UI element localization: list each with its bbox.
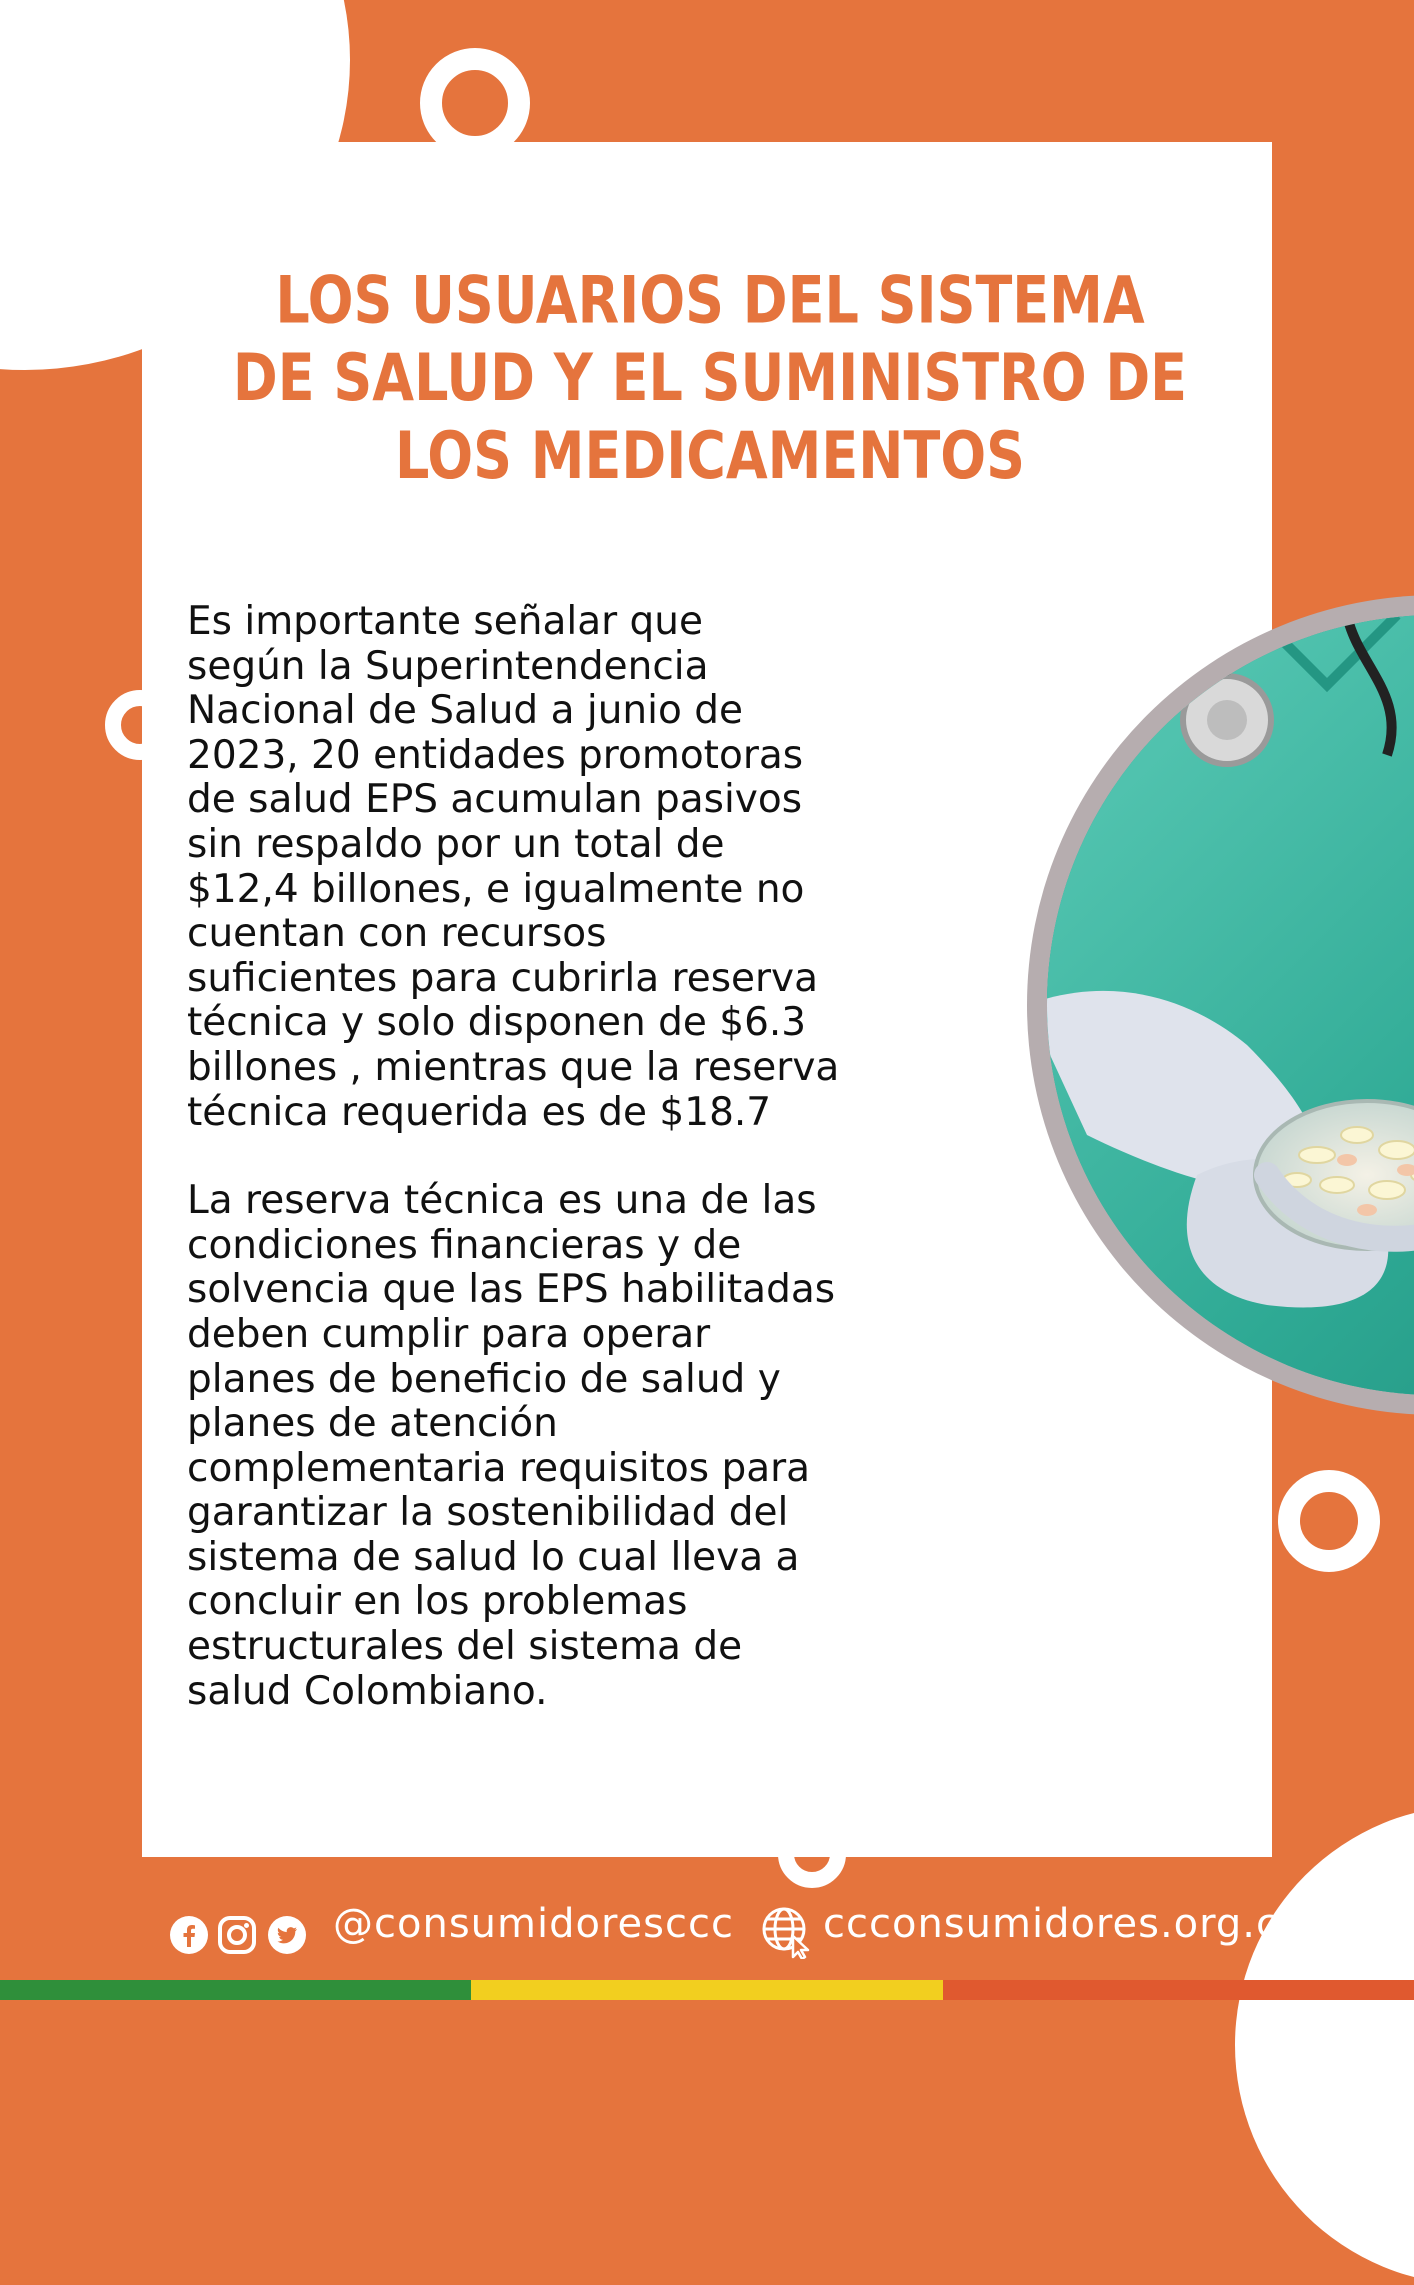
stripe-green	[0, 1980, 471, 2000]
decorative-ring-right	[1278, 1470, 1380, 1572]
twitter-icon[interactable]	[268, 1916, 306, 1954]
stripe-yellow	[471, 1980, 942, 2000]
social-handle[interactable]: @consumidoresccc	[333, 1901, 734, 1947]
stripe-red	[943, 1980, 1414, 2000]
footer	[0, 1895, 1414, 1980]
color-stripes	[0, 1980, 1414, 2000]
page-title: LOS USUARIOS DEL SISTEMA DE SALUD Y EL SUMINISTRO DE LOS MEDICAMENTOS	[232, 263, 1188, 495]
instagram-icon[interactable]	[218, 1916, 256, 1954]
globe-cursor-icon	[760, 1905, 814, 1959]
decorative-ring-bottom	[778, 1820, 846, 1888]
body-text	[187, 600, 1067, 1714]
website-link[interactable]: ccconsumidores.org.co	[823, 1901, 1305, 1947]
facebook-icon[interactable]	[170, 1916, 208, 1954]
paragraph-1: Es importante señalar que según la Superintendencia Nacional de Salud a junio de 2023, 20 entidades promotoras de salud EPS acumulan pasivos sin respaldo por un total de $12,4 billones, e igualmente no cuentan con recursos suficientes para cubrirla reserva técnica y solo disponen de $6.3 billones , mientras que la reserva técnica requerida es de $18.7	[187, 599, 840, 1135]
paragraph-2: La reserva técnica es una de las condiciones financieras y de solvencia que las EPS habilitadas deben cumplir para operar planes de beneficio de salud y planes de atención complementaria requisitos para garantizar la sostenibilidad del sistema de salud lo cual lleva a concluir en los problemas estructurales del sistema de salud Colombiano.	[187, 1178, 836, 1714]
decorative-blob-bottom-right	[1235, 1805, 1414, 2285]
